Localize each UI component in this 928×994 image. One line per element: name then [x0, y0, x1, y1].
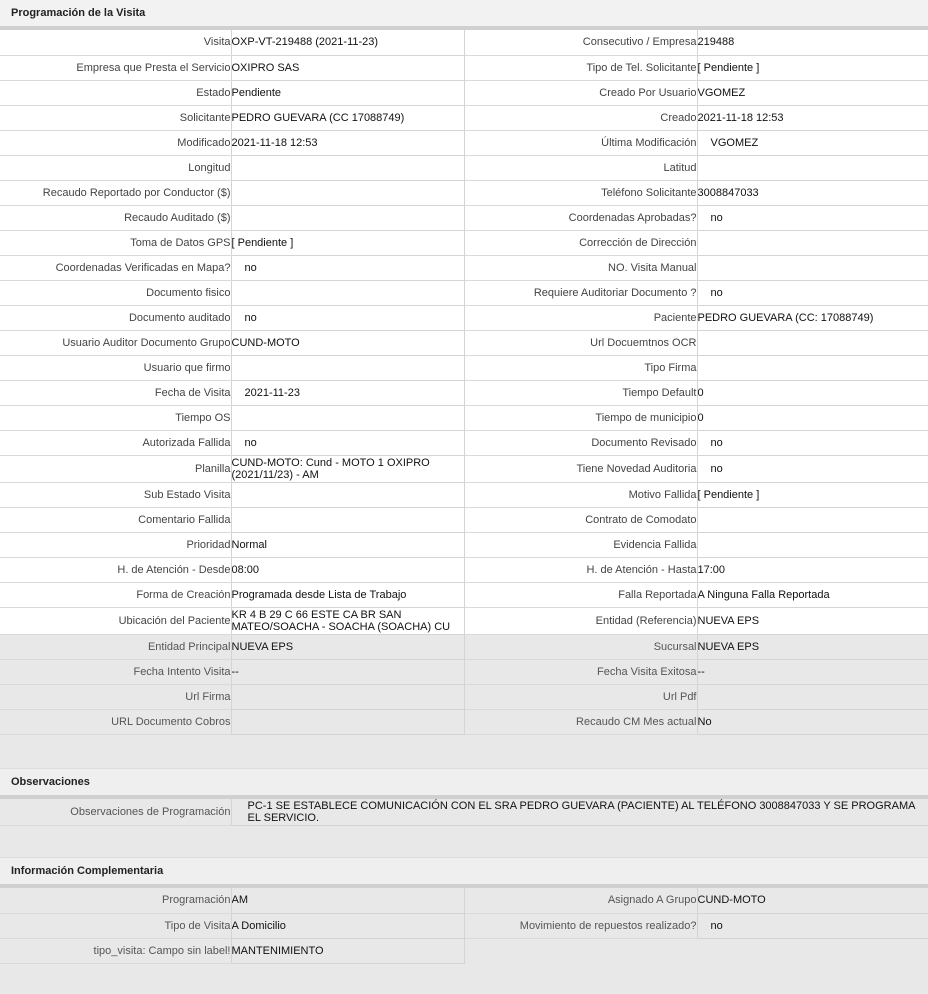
field-label-text: Teléfono Solicitante	[601, 186, 697, 199]
field-label-text: Planilla	[195, 462, 231, 475]
detail-row	[0, 180, 928, 205]
field-value-text: 2021-11-23	[244, 386, 300, 399]
field-label	[0, 380, 231, 405]
field-value	[231, 888, 464, 913]
field-value-text: 2021-11-18 12:53	[697, 111, 784, 124]
field-label-text: Motivo Fallida	[628, 488, 697, 501]
field-value-text: no	[244, 436, 257, 449]
field-label	[0, 30, 231, 55]
field-label	[0, 80, 231, 105]
field-value	[697, 430, 928, 455]
detail-row	[0, 205, 928, 230]
field-label-text: Url Pdf	[662, 690, 697, 703]
field-value	[697, 582, 928, 607]
field-value-text: 2021-11-18 12:53	[231, 136, 318, 149]
field-value	[697, 888, 928, 913]
field-value-text: [ Pendiente ]	[697, 61, 760, 74]
field-label	[464, 532, 697, 557]
field-label-text: Ubicación del Paciente	[118, 614, 231, 627]
field-label	[0, 888, 231, 913]
field-label-text: Usuario Auditor Documento Grupo	[62, 336, 231, 349]
field-value-text: MANTENIMIENTO	[231, 944, 324, 957]
detail-row	[0, 355, 928, 380]
field-label	[0, 130, 231, 155]
field-label	[464, 607, 697, 634]
field-label	[464, 709, 697, 734]
field-value	[697, 607, 928, 634]
field-value	[697, 659, 928, 684]
complementaria-row	[0, 938, 928, 963]
field-value	[231, 30, 464, 55]
field-value	[697, 634, 928, 659]
field-value	[231, 130, 464, 155]
field-value	[231, 255, 464, 280]
field-value	[231, 205, 464, 230]
detail-row	[0, 507, 928, 532]
field-label	[464, 280, 697, 305]
field-label-text: Fecha Intento Visita	[133, 665, 231, 678]
detail-row	[0, 709, 928, 734]
field-label	[0, 355, 231, 380]
field-value-text: 0	[697, 386, 704, 399]
field-label: Observaciones de Programación	[0, 799, 231, 826]
field-label	[0, 430, 231, 455]
section-title-programacion: Programación de la Visita	[0, 0, 928, 30]
field-label-text: Contrato de Comodato	[585, 513, 697, 526]
field-value-text: 08:00	[231, 563, 260, 576]
detail-row	[0, 130, 928, 155]
field-value	[231, 607, 464, 634]
field-label-text: Coordenadas Aprobadas?	[568, 211, 697, 224]
field-label	[464, 305, 697, 330]
field-label-text: Tiene Novedad Auditoria	[576, 462, 697, 475]
detail-row	[0, 659, 928, 684]
field-value	[231, 684, 464, 709]
field-value	[697, 405, 928, 430]
field-label	[464, 482, 697, 507]
field-value	[231, 557, 464, 582]
field-label	[464, 455, 697, 482]
observaciones-value	[231, 799, 928, 826]
field-value	[231, 105, 464, 130]
field-label	[0, 280, 231, 305]
field-value	[697, 507, 928, 532]
empty-cell	[697, 938, 928, 963]
field-value-text: A Domicilio	[231, 919, 286, 932]
section-title-complementaria: Información Complementaria	[0, 858, 928, 888]
field-value	[697, 155, 928, 180]
field-value	[697, 180, 928, 205]
field-label	[0, 938, 231, 963]
field-value-text: Pendiente	[231, 86, 282, 99]
field-label	[0, 507, 231, 532]
field-label	[464, 557, 697, 582]
field-value	[231, 405, 464, 430]
field-label	[0, 55, 231, 80]
field-value	[697, 205, 928, 230]
field-value	[697, 305, 928, 330]
field-label	[0, 180, 231, 205]
field-label-text: Programación	[162, 894, 231, 907]
field-value	[697, 105, 928, 130]
field-value	[231, 430, 464, 455]
field-label	[464, 913, 697, 938]
detail-row	[0, 105, 928, 130]
field-label-text: Solicitante	[179, 111, 231, 124]
field-label	[464, 380, 697, 405]
field-label	[0, 659, 231, 684]
field-value-text: No	[697, 715, 712, 728]
field-label	[0, 684, 231, 709]
field-value-text: CUND-MOTO: Cund - MOTO 1 OXIPRO (2021/11/23) - AM	[231, 456, 430, 481]
field-value-text: OXIPRO SAS	[231, 61, 300, 74]
field-label-text: Longitud	[188, 161, 231, 174]
field-value-text: PC-1 SE ESTABLECE COMUNICACIÓN CON EL SRA PEDRO GUEVARA (PACIENTE) AL TELÉFONO 3008847033 Y SE PROGRAMA EL SERVICIO.	[247, 799, 915, 824]
field-label	[0, 405, 231, 430]
field-label	[464, 430, 697, 455]
field-value-text: Programada desde Lista de Trabajo	[231, 588, 407, 601]
field-value	[697, 330, 928, 355]
field-label-text: Tiempo Default	[622, 386, 697, 399]
field-value-text: NUEVA EPS	[231, 640, 294, 653]
field-label-text: Tipo Firma	[644, 361, 697, 374]
field-label	[0, 913, 231, 938]
field-label-text: Fecha de Visita	[154, 386, 231, 399]
field-label-text: Comentario Fallida	[138, 513, 231, 526]
detail-row	[0, 230, 928, 255]
field-label-text: Latitud	[663, 161, 697, 174]
field-value-text: NUEVA EPS	[697, 640, 760, 653]
field-value-text: no	[710, 462, 723, 475]
field-label	[464, 582, 697, 607]
field-value	[697, 684, 928, 709]
field-label	[464, 255, 697, 280]
field-label	[464, 155, 697, 180]
field-label	[0, 709, 231, 734]
field-label-text: Toma de Datos GPS	[130, 236, 231, 249]
field-label-text: Creado Por Usuario	[599, 86, 697, 99]
field-value	[697, 355, 928, 380]
field-label	[0, 607, 231, 634]
field-label-text: Documento Revisado	[591, 436, 697, 449]
field-label-text: Recaudo Auditado ($)	[124, 211, 231, 224]
field-value	[697, 230, 928, 255]
field-label	[464, 105, 697, 130]
field-label-text: Url Docuemtnos OCR	[590, 336, 697, 349]
detail-row	[0, 55, 928, 80]
field-label-text: Última Modificación	[601, 136, 697, 149]
detail-row	[0, 255, 928, 280]
detail-row	[0, 80, 928, 105]
field-label-text: Modificado	[177, 136, 231, 149]
field-label	[0, 330, 231, 355]
field-label-text: Movimiento de repuestos realizado?	[519, 919, 697, 932]
detail-row	[0, 455, 928, 482]
field-label-text: Estado	[196, 86, 231, 99]
field-value-text: no	[244, 261, 257, 274]
field-value	[697, 455, 928, 482]
observaciones-table	[0, 799, 928, 827]
field-label	[0, 105, 231, 130]
field-value-text: 17:00	[697, 563, 726, 576]
field-label-text: Documento auditado	[128, 311, 231, 324]
field-label-text: H. de Atención - Desde	[117, 563, 231, 576]
field-label-text: Tipo de Tel. Solicitante	[586, 61, 697, 74]
field-value-text: no	[710, 211, 723, 224]
observaciones-row	[0, 799, 928, 826]
field-value-text: Normal	[231, 538, 267, 551]
complementaria-row	[0, 913, 928, 938]
field-label	[464, 230, 697, 255]
field-value-text: VGOMEZ	[710, 136, 759, 149]
field-label	[464, 80, 697, 105]
field-value-text: no	[710, 436, 723, 449]
field-label	[464, 507, 697, 532]
field-label	[464, 659, 697, 684]
field-label-text: Url Firma	[185, 690, 231, 703]
field-value-text: 0	[697, 411, 704, 424]
field-label	[464, 684, 697, 709]
field-label-text: Visita	[203, 36, 231, 49]
field-label-text: Recaudo Reportado por Conductor ($)	[42, 186, 231, 199]
field-value	[231, 280, 464, 305]
field-label-text: Forma de Creación	[136, 588, 231, 601]
field-label-text: Tipo de Visita	[164, 919, 231, 932]
field-value-text: --	[231, 665, 239, 678]
field-value	[697, 380, 928, 405]
field-value-text: [ Pendiente ]	[231, 236, 294, 249]
detail-row	[0, 684, 928, 709]
field-label	[0, 557, 231, 582]
field-label-text: Documento fisico	[146, 286, 231, 299]
field-label-text: Falla Reportada	[618, 588, 697, 601]
field-label	[0, 455, 231, 482]
field-value	[697, 30, 928, 55]
detail-row	[0, 330, 928, 355]
section-spacer	[0, 826, 928, 858]
field-label-text: Tiempo OS	[175, 411, 231, 424]
detail-row	[0, 405, 928, 430]
field-label-text: tipo_visita: Campo sin label!	[93, 944, 231, 957]
field-label-text: Recaudo CM Mes actual	[576, 715, 697, 728]
field-label	[464, 355, 697, 380]
detail-row	[0, 305, 928, 330]
field-label-text: Evidencia Fallida	[613, 538, 697, 551]
field-value-text: --	[697, 665, 705, 678]
field-value	[231, 355, 464, 380]
field-label	[464, 55, 697, 80]
field-value-text: PEDRO GUEVARA (CC: 17088749)	[697, 311, 874, 324]
field-label-text: NO. Visita Manual	[608, 261, 697, 274]
field-label	[0, 230, 231, 255]
field-label	[0, 532, 231, 557]
field-label	[464, 130, 697, 155]
field-value	[231, 455, 464, 482]
field-value-text: [ Pendiente ]	[697, 488, 760, 501]
field-value	[231, 913, 464, 938]
field-value	[231, 532, 464, 557]
field-value	[697, 255, 928, 280]
field-label-text: Tiempo de municipio	[595, 411, 697, 424]
detail-row	[0, 155, 928, 180]
field-label-text: Asignado A Grupo	[607, 894, 697, 907]
detail-row	[0, 430, 928, 455]
field-value	[231, 155, 464, 180]
field-value	[697, 130, 928, 155]
field-value-text: no	[244, 311, 257, 324]
field-label	[0, 634, 231, 659]
field-value	[231, 482, 464, 507]
field-label	[464, 634, 697, 659]
field-label-text: Requiere Auditoriar Documento ?	[533, 286, 697, 299]
field-value	[231, 330, 464, 355]
field-value-text: no	[710, 919, 723, 932]
section-spacer	[0, 735, 928, 769]
field-value	[231, 380, 464, 405]
field-label-text: Sucursal	[653, 640, 697, 653]
field-label	[464, 205, 697, 230]
field-value	[231, 305, 464, 330]
field-value-text: CUND-MOTO	[697, 894, 766, 907]
field-label	[0, 482, 231, 507]
field-value	[231, 507, 464, 532]
field-value	[231, 659, 464, 684]
field-label	[464, 30, 697, 55]
field-value	[231, 938, 464, 963]
detail-row	[0, 380, 928, 405]
field-label	[464, 330, 697, 355]
field-label	[464, 180, 697, 205]
field-value-text: PEDRO GUEVARA (CC 17088749)	[231, 111, 405, 124]
field-label-text: Fecha Visita Exitosa	[597, 665, 697, 678]
field-label-text: Entidad (Referencia)	[595, 614, 697, 627]
field-label	[464, 888, 697, 913]
field-value	[231, 230, 464, 255]
empty-cell	[464, 938, 697, 963]
field-value	[697, 709, 928, 734]
field-label-text: Usuario que firmo	[143, 361, 231, 374]
field-value-text: AM	[231, 894, 248, 907]
detail-row	[0, 634, 928, 659]
field-value	[231, 55, 464, 80]
field-label-text: Autorizada Fallida	[142, 436, 231, 449]
field-value	[697, 482, 928, 507]
field-value-text: 219488	[697, 36, 735, 49]
field-value-text: CUND-MOTO	[231, 336, 300, 349]
field-value	[697, 280, 928, 305]
field-value-text: KR 4 B 29 C 66 ESTE CA BR SAN MATEO/SOACHA - SOACHA (SOACHA) CU	[231, 608, 451, 633]
field-value-text: OXP-VT-219488 (2021-11-23)	[231, 36, 379, 49]
field-value	[697, 557, 928, 582]
field-label-text: Corrección de Dirección	[579, 236, 697, 249]
field-label-text: Empresa que Presta el Servicio	[76, 61, 231, 74]
field-label	[464, 405, 697, 430]
field-value	[697, 80, 928, 105]
field-value-text: NUEVA EPS	[697, 614, 760, 627]
field-label	[0, 205, 231, 230]
field-label	[0, 305, 231, 330]
field-label-text: H. de Atención - Hasta	[586, 563, 697, 576]
field-label-text: Sub Estado Visita	[143, 488, 231, 501]
field-value	[231, 80, 464, 105]
field-label-text: Prioridad	[186, 538, 231, 551]
field-value	[697, 913, 928, 938]
field-value	[231, 582, 464, 607]
field-label	[0, 155, 231, 180]
field-label-text: Paciente	[653, 311, 697, 324]
complementaria-table	[0, 888, 928, 964]
field-label	[0, 582, 231, 607]
detail-row	[0, 582, 928, 607]
detail-row	[0, 557, 928, 582]
field-value-text: no	[710, 286, 723, 299]
field-value	[231, 180, 464, 205]
field-value	[231, 709, 464, 734]
detail-row	[0, 607, 928, 634]
field-label-text: URL Documento Cobros	[111, 715, 231, 728]
field-value	[697, 55, 928, 80]
field-label-text: Consecutivo / Empresa	[582, 36, 697, 49]
detail-row	[0, 30, 928, 55]
detail-row	[0, 482, 928, 507]
complementaria-row	[0, 888, 928, 913]
detail-row	[0, 532, 928, 557]
section-title-observaciones: Observaciones	[0, 769, 928, 799]
field-value	[697, 532, 928, 557]
field-label	[0, 255, 231, 280]
visit-details-table	[0, 30, 928, 735]
field-label-text: Entidad Principal	[147, 640, 231, 653]
field-value-text: VGOMEZ	[697, 86, 746, 99]
field-label-text: Creado	[660, 111, 697, 124]
field-label-text: Coordenadas Verificadas en Mapa?	[55, 261, 231, 274]
field-value-text: A Ninguna Falla Reportada	[697, 588, 830, 601]
field-value	[231, 634, 464, 659]
field-value-text: 3008847033	[697, 186, 759, 199]
detail-row	[0, 280, 928, 305]
